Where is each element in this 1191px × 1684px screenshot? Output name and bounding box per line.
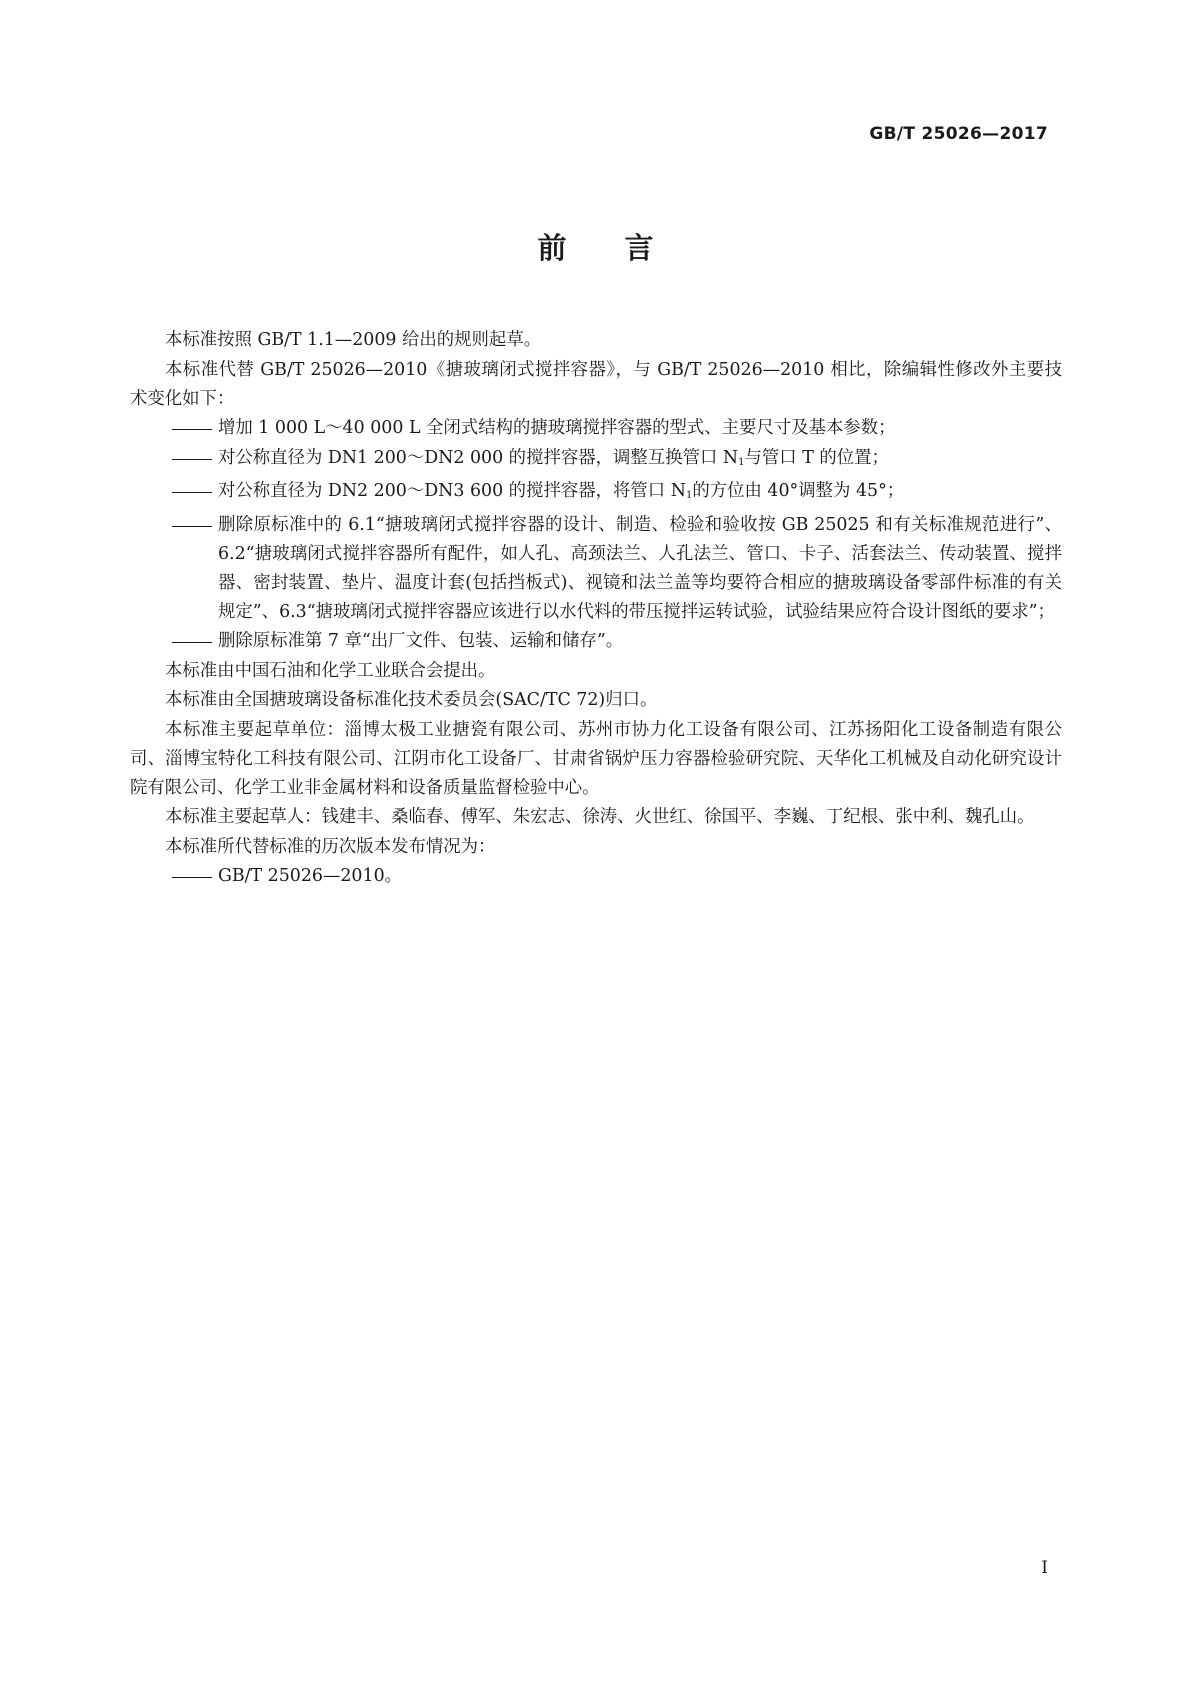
page-number: I bbox=[1041, 1558, 1048, 1578]
paragraph-proposer: 本标准由中国石油和化学工业联合会提出。 bbox=[165, 660, 496, 681]
subscript: 1 bbox=[738, 456, 745, 468]
title-char-1: 前 bbox=[537, 231, 567, 265]
change-item bbox=[130, 414, 1062, 443]
change-item-text: 删除原标准第 7 章“出厂文件、包装、运输和储存”。 bbox=[218, 631, 624, 651]
page-title bbox=[0, 226, 1191, 267]
paragraph-history: 本标准所代替标准的历次版本发布情况为： bbox=[165, 836, 496, 857]
paragraph-replacement: 本标准代替 GB/T 25026—2010《搪玻璃闭式搅拌容器》，与 GB/T 25026—2010 相比，除编辑性修改外主要技术变化如下： bbox=[130, 359, 1062, 409]
standard-code: GB/T 25026—2017 bbox=[869, 124, 1048, 144]
paragraph-drafting-units: 本标准主要起草单位：淄博太极工业搪瓷有限公司、苏州市协力化工设备有限公司、江苏扬阳化工设备制造有限公司、淄博宝特化工科技有限公司、江阴市化工设备厂、甘肃省锅炉压力容器检验研究院、天华化工机械及自动化研究设计院有限公司、化学工业非金属材料和设备质量监督检验中心。 bbox=[130, 719, 1062, 798]
change-item-text: 对公称直径为 DN1 200～DN2 000 的搅拌容器，调整互换管口 N bbox=[218, 447, 739, 468]
history-item bbox=[130, 862, 1062, 891]
change-item-text: 删除原标准中的 6.1“搪玻璃闭式搅拌容器的设计、制造、检验和验收按 GB 25025 和有关标准规范进行”、6.2“搪玻璃闭式搅拌容器所有配件，如人孔、高颈法兰、人孔法兰、管口、卡子、活套法兰、传动装置、搅拌器、密封装置、垫片、温度计套(包括挡板式)、视镜和法兰盖等均要符合相应的搪玻璃设备零部件标准的有关规定”、6.3“搪玻璃闭式搅拌容器应该进行以水代料的带压搅拌运转试验，试验结果应符合设计图纸的要求”； bbox=[218, 514, 1062, 622]
change-item-text: 的方位由 40°调整为 45°； bbox=[692, 481, 905, 501]
change-item bbox=[130, 627, 1062, 656]
history-item-text: GB/T 25026—2010。 bbox=[218, 866, 403, 886]
paragraph-drafters: 本标准主要起草人：钱建丰、桑临春、傅军、朱宏志、徐涛、火世红、徐国平、李巍、丁纪根、张中利、魏孔山。 bbox=[165, 807, 1035, 827]
subscript: 1 bbox=[685, 490, 693, 501]
change-item bbox=[130, 511, 1062, 627]
preface-body bbox=[130, 326, 1062, 892]
paragraph-committee: 本标准由全国搪玻璃设备标准化技术委员会(SAC/TC 72)归口。 bbox=[165, 690, 658, 710]
change-item-text: 与管口 T 的位置； bbox=[744, 447, 889, 468]
change-item-text: 增加 1 000 L～40 000 L 全闭式结构的搪玻璃搅拌容器的型式、主要尺寸及基本参数； bbox=[218, 418, 896, 438]
change-item-text: 对公称直径为 DN2 200～DN3 600 的搅拌容器，将管口 N bbox=[218, 481, 686, 501]
change-item bbox=[130, 477, 1062, 510]
paragraph-drafting-rules: 本标准按照 GB/T 1.1—2009 给出的规则起草。 bbox=[165, 330, 542, 350]
title-char-2: 言 bbox=[624, 231, 654, 265]
change-item bbox=[130, 444, 1062, 477]
